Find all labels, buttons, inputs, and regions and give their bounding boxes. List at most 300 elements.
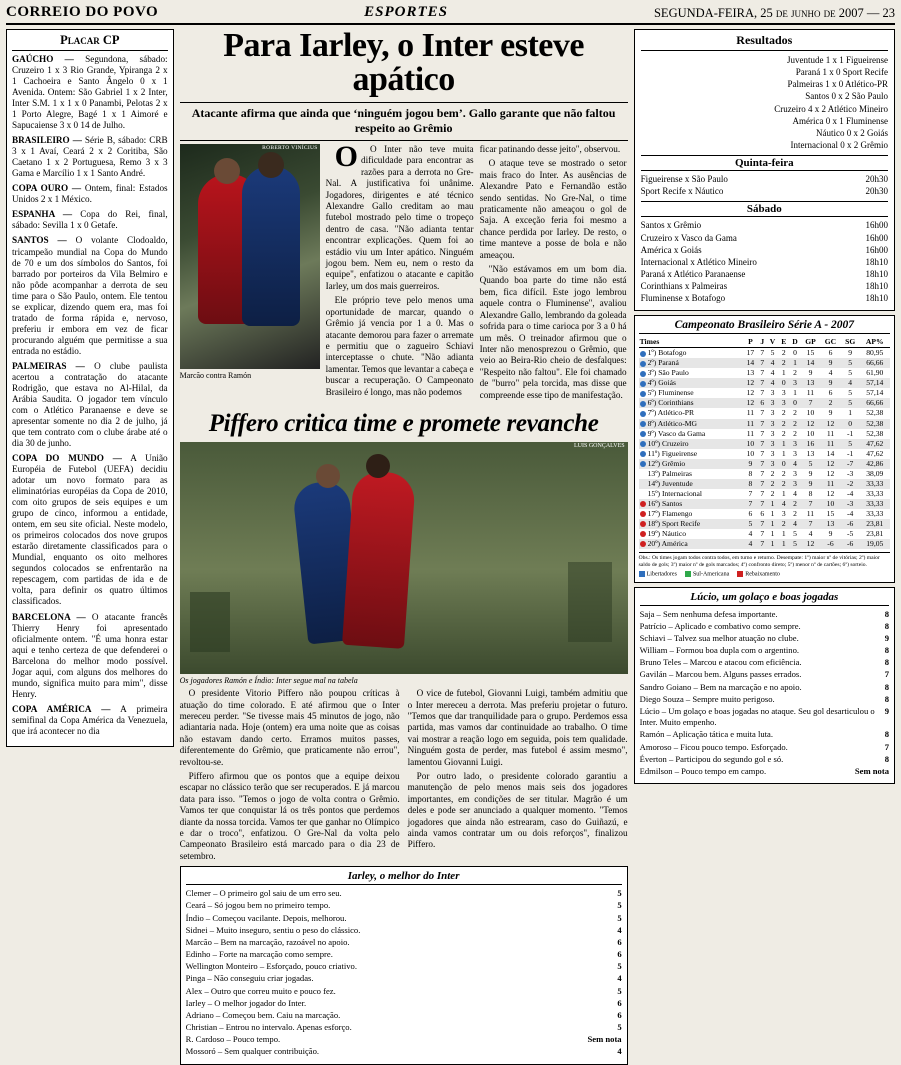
stat-cell: 1 (767, 499, 779, 509)
paragraph: "Não estávamos em um bom dia. Quando boa parte do time não está bem, fica difícil. Este jogo lembrou aquele contra o Fluminense", avaliou Alexandre Gallo, lembrando da goleada sofrida para o time carioca por 3 a 0 há um mês. O treinador afirmou que o Inter não menosprezou o Grêmio, que veio ao Beira-Rio cheio de desfalques: "Respeito não faltou". Ele foi chamado de "burro" pela torcida, mas disse que compreende esse tipo de manifestação. (479, 264, 627, 400)
stat-cell: 33,33 (866, 508, 884, 518)
stat-cell: 1 (778, 539, 789, 549)
result-line (641, 139, 888, 151)
main-photo-caption: Marcão contra Ramón (179, 371, 252, 380)
team-cell: 3º) São Paulo (639, 368, 743, 378)
status-dot-icon (640, 421, 646, 427)
paragraph-text: O Inter não teve muita dificuldade para encontrar as razões para a derrota no Gre-Nal. A justificativa foi unânime. Jogadores, dirigentes e até técnico Alexandre Gallo creditam ao mau futebol mostrado pelo time o tropeço dentro de casa. "Não adianta tentar encontrar explicações. Quem foi ao estádio viu um Inter apático. Ninguém jogou bem. Nem eu, nem o resto da equipe", enfatizou o atacante e capitão Iarley, um dos mais guerreiros. (325, 144, 474, 291)
stat-cell: 5 (841, 398, 860, 408)
dropcap: O (334, 140, 358, 173)
player-rating-text: Gavilán – Marcou bem. Alguns passes errados. (639, 669, 802, 680)
player-rating-row (186, 913, 622, 924)
player-rating-score: 6 (617, 1009, 622, 1020)
player-rating-text: Alex – Outro que correu muito e pouco fez. (185, 985, 336, 996)
player-rating-row (640, 694, 889, 705)
second-photo-credit: LUIS GONÇALVES (573, 442, 625, 449)
placar-box (6, 29, 174, 747)
stat-cell: 7 (801, 499, 820, 509)
stat-cell: 11 (820, 439, 841, 449)
table-row (639, 529, 890, 539)
stat-cell: 13 (746, 368, 755, 378)
stat-cell: 7 (758, 439, 767, 449)
player-rating-text: Ceará – Só jogou bem no primeiro tempo. (185, 900, 331, 911)
stat-cell: 3 (767, 398, 779, 408)
table-row (639, 398, 890, 408)
player-rating-row (186, 888, 622, 899)
placar-item-text: Série B, sábado: CRB 3 x 1 Avaí, Ceará 2 x 2 Coritiba, São Caetano 1 x 2 Portuguesa, Remo 3 x 3 Gama e Marcílio 1 x 1 Santo André. (12, 135, 168, 179)
placar-item-text: A União Européia de Futebol (UEFA) decidiu adotar um novo formato para as eliminatórias européias da Copa de 2010, com oito grupos de seis equipes e um grupo de cinco, informou a entidade, ontem, em seu site oficial. Neste modelo, os primeiros colocados dos nove grupos estarão diretamente classificados para o Mundial, enquanto os oito melhores segundos colocados se enfrentarão na repescagem, com partidas de ida e de volta, para definir os quatro últimos classificados. (12, 453, 168, 607)
second-story-body (180, 688, 628, 862)
stat-cell: 2 (767, 479, 779, 489)
player-rating-row (640, 729, 889, 740)
ratings-gremio-box (634, 587, 895, 784)
fixture-time: 16h00 (865, 232, 889, 243)
stat-cell: 8 (808, 488, 813, 498)
status-dot-icon (640, 391, 646, 397)
stat-cell: 7 (758, 539, 767, 549)
classification-box (634, 315, 895, 582)
player-rating-score: 4 (617, 973, 622, 984)
stat-cell: 7 (758, 358, 767, 368)
table-row (639, 499, 890, 509)
stat-cell: 5 (789, 539, 801, 549)
player-rating-row (186, 900, 622, 911)
player-rating-row (186, 949, 622, 960)
placar-item (12, 453, 168, 607)
stat-cell: 7 (801, 519, 820, 529)
player-rating-row (186, 925, 622, 936)
stat-cell: 2 (770, 488, 775, 498)
stat-cell: 2 (770, 468, 775, 478)
column-header: Times (639, 337, 743, 348)
stat-cell: 66,66 (860, 358, 890, 368)
stat-cell: 7 (758, 419, 767, 429)
stat-cell: 13 (820, 519, 841, 529)
placar-item-label: COPA AMÉRICA — (12, 703, 111, 714)
stat-cell: 0 (789, 398, 801, 408)
fixture-match: América x Goiás (640, 244, 702, 255)
stat-cell: 23,81 (866, 528, 884, 538)
team-cell: 2º) Paraná (639, 358, 743, 368)
stat-cell: 52,38 (866, 408, 884, 418)
fixture-line (641, 173, 888, 185)
legend-key: Rebaixamento (737, 571, 780, 577)
stat-cell: 4 (808, 528, 813, 538)
table-row (639, 539, 890, 549)
stat-cell: 7 (758, 519, 767, 529)
placar-item-text: Ontem, final: Estados Unidos 2 x 1 México. (12, 183, 168, 205)
player-rating-text: Diego Souza – Sempre muito perigoso. (639, 693, 775, 704)
stat-cell: 1 (848, 408, 853, 418)
fixture-match: Sport Recife x Náutico (640, 186, 724, 197)
status-dot-icon (640, 351, 646, 357)
stat-cell: 6 (758, 398, 767, 408)
fixture-match: Cruzeiro x Vasco da Gama (640, 232, 737, 243)
placar-item (12, 135, 168, 179)
table-row (639, 489, 890, 499)
stat-cell: 1 (770, 508, 775, 518)
stat-cell: 14 (801, 358, 820, 368)
table-row (639, 429, 890, 439)
dateline: SEGUNDA-FEIRA, 25 de junho de 2007 — 23 (653, 6, 895, 20)
player-rating-row (186, 973, 622, 984)
stat-cell: 1 (789, 358, 801, 368)
stat-cell: 12 (801, 419, 820, 429)
player-rating-text: William – Formou boa dupla com o argentino. (639, 645, 800, 656)
player-rating-score: 5 (617, 985, 622, 996)
ratings-inter-title: Iarley, o melhor do Inter (186, 870, 622, 885)
team-cell: 12º) Grêmio (639, 459, 743, 469)
column-header: GP (801, 337, 820, 348)
stat-cell: 11 (806, 508, 815, 518)
player-rating-row (640, 742, 889, 753)
legend-key: Libertadores (639, 571, 677, 577)
table-row (639, 368, 890, 378)
player-rating-text: Schiavi – Talvez sua melhor atuação no clube. (639, 632, 799, 643)
photo-credit: ROBERTO VINÍCIUS (262, 145, 318, 151)
table-row (639, 439, 890, 449)
table-row (639, 519, 890, 529)
stat-cell: -1 (847, 428, 854, 438)
column-header: E (778, 337, 789, 348)
resultados-box (634, 29, 895, 311)
team-cell: 20º) América (639, 539, 743, 549)
stat-cell: 5 (848, 368, 853, 378)
player-rating-score: 5 (617, 912, 622, 923)
player-rating-row (640, 621, 889, 632)
fixture-line (641, 256, 888, 268)
player-rating-row (186, 961, 622, 972)
sabado-head: Sábado (641, 201, 888, 217)
stat-cell: 3 (767, 459, 779, 469)
status-dot-icon (640, 481, 646, 487)
stat-cell: 12 (746, 388, 755, 398)
stat-cell: 3 (793, 468, 797, 478)
stat-cell: 80,95 (866, 348, 884, 358)
stat-cell: 3 (778, 398, 789, 408)
stat-cell: 17 (746, 348, 755, 358)
player-rating-score: 7 (884, 741, 890, 752)
player-rating-row (640, 706, 889, 728)
player-rating-score: Sem nota (587, 1034, 622, 1045)
fixture-line (641, 185, 888, 197)
player-rating-score: 4 (617, 1046, 622, 1057)
stat-cell: 2 (793, 408, 797, 418)
status-dot-icon (640, 541, 646, 547)
stat-cell: 7 (760, 488, 765, 498)
player-rating-score: 5 (617, 888, 622, 899)
fixture-time: 16h00 (865, 220, 889, 231)
player-rating-row (186, 998, 622, 1009)
stat-cell: 6 (828, 348, 833, 358)
stat-cell: 9 (808, 468, 813, 478)
placar-item (12, 361, 168, 449)
fixture-match: Internacional x Atlético Mineiro (640, 256, 757, 267)
stat-cell: 7 (760, 348, 765, 358)
placar-item-text: A primeira semifinal da Copa América da Venezuela, que irá acontecer no dia (12, 703, 168, 736)
player-rating-text: Edmilson – Pouco tempo em campo. (639, 765, 767, 776)
stat-cell: 10 (806, 408, 815, 418)
stat-cell: 4 (748, 528, 753, 538)
fixture-line (641, 219, 888, 231)
stat-cell: 7 (760, 368, 765, 378)
fixture-time: 18h10 (865, 256, 889, 267)
player-rating-score: 6 (617, 949, 622, 960)
paragraph: ficar patinando desse jeito", observou. (479, 144, 621, 154)
stat-cell: 7 (758, 378, 767, 388)
table-row (639, 348, 890, 359)
classification-legend-keys (639, 571, 890, 577)
stat-cell: 11 (806, 388, 815, 398)
stat-cell: 2 (781, 408, 786, 418)
player-rating-text: Edinho – Forte na marcação como sempre. (185, 949, 333, 960)
column-header: D (789, 337, 801, 348)
masthead (6, 4, 895, 25)
stat-cell: 2 (781, 348, 786, 358)
stat-cell: 6 (828, 388, 833, 398)
stat-cell: 7 (760, 428, 765, 438)
player-rating-text: Índio – Começou vacilante. Depois, melhorou. (185, 912, 347, 923)
stat-cell: 9 (743, 459, 758, 469)
player-rating-text: Adriano – Começou bem. Caiu na marcação. (185, 1009, 341, 1020)
player-rating-score: 8 (884, 693, 890, 704)
placar-item-text: Segundona, sábado: Cruzeiro 1 x 3 Rio Grande, Ypiranga 2 x 1 Cachoeira e Santo Ângelo 0 x 1 Avenida. Ontem: São Gabriel 1 x 2 Inter, Inter S.M. 1 x 1 x 0 Panambi, Pelotas 2 x 1 Porto Alegre, Bagé 1 x 1 Aimoré e Sapucaiense 3 x 0 14 de Julho. (12, 54, 168, 131)
fixture-line (641, 268, 888, 280)
result-line (641, 127, 888, 139)
result-text: Cruzeiro 4 x 2 Atlético Mineiro (774, 103, 889, 114)
stat-cell: 10 (806, 428, 815, 438)
stat-cell: 5 (841, 439, 860, 449)
fixture-match: Figueirense x São Paulo (640, 174, 728, 185)
player-rating-text: Iarley – O melhor jogador do Inter. (185, 997, 307, 1008)
stat-cell: 2 (781, 428, 786, 438)
stat-cell: 7 (760, 388, 765, 398)
resultados-title: Resultados (641, 33, 888, 51)
stat-cell: 33,33 (860, 499, 890, 509)
status-dot-icon (640, 491, 646, 497)
classification-table (639, 337, 890, 548)
stat-cell: 1 (781, 528, 786, 538)
stat-cell: 4 (767, 358, 779, 368)
paragraph: Ele próprio teve pelo menos uma oportunidade de marcar, quando o Grêmio já vencia por 1 a 0. Mas o atacante demorou para fazer o arremate e permitiu que o zagueiro Schiavi interceptasse o chute. "Não adianta lamentar. Temos que levantar a cabeça e buscar a recuperação. O Campeonato Brasileiro é longo, mas não podemos (325, 295, 474, 397)
main-subhead: Atacante afirma que ainda que ‘ninguém jogou bem’. Gallo garante que não faltou respeito ao Grêmio (191, 106, 616, 135)
player-rating-row (186, 1010, 622, 1021)
placar-item (12, 183, 168, 205)
player-rating-score: 5 (617, 900, 622, 911)
column-header: AP% (860, 337, 890, 348)
result-line (641, 115, 888, 127)
result-text: Internacional 0 x 2 Grêmio (790, 139, 889, 150)
stat-cell: 16 (801, 439, 820, 449)
table-row (639, 479, 890, 489)
player-rating-row (640, 657, 889, 668)
stat-cell: -3 (841, 499, 860, 509)
player-rating-score: 8 (884, 657, 890, 668)
second-photo-caption: Os jogadores Ramón e Índio: Inter segue mal na tabela (179, 675, 358, 685)
status-dot-icon (640, 411, 646, 417)
stat-cell: 14 (826, 448, 835, 458)
player-rating-row (640, 609, 889, 620)
fixture-match: Santos x Grêmio (640, 220, 702, 231)
stat-cell: 3 (781, 508, 786, 518)
middle-column (179, 27, 628, 1057)
classification-title: Campeonato Brasileiro Série A - 2007 (639, 319, 890, 334)
stat-cell: 4 (743, 539, 758, 549)
stat-cell: 5 (793, 528, 797, 538)
stat-cell: -7 (841, 459, 860, 469)
stat-cell: 3 (767, 419, 779, 429)
player-rating-text: Lúcio – Um golaço e boas jogadas no ataque. Seu gol desarticulou o Inter. Muito empenho. (639, 705, 875, 728)
stat-cell: 6 (748, 508, 753, 518)
stat-cell: 0 (778, 459, 789, 469)
team-cell: 5º) Fluminense (639, 388, 743, 398)
result-line (641, 54, 888, 66)
stat-cell: 4 (789, 459, 801, 469)
paragraph: Piffero afirmou que os pontos que a equipe deixou escapar no clássico terão que ser recuperados. E já marcou data para isso. "Temos o jogo de volta contra o Grêmio. Vamos ter que conquistar lá os três pontos que perdemos diante da nossa torcida. Vamos ter que ganhar no Olímpico e dar o troco", enfatizou. O Gre-Nal da volta pelo Campeonato Brasileiro está marcado para o dia 23 de setembro. (179, 770, 400, 861)
stat-cell: 12 (743, 378, 758, 388)
player-rating-text: Clemer – O primeiro gol saiu de um erro seu. (185, 888, 342, 899)
stat-cell: 3 (793, 448, 797, 458)
stat-cell: 12 (801, 539, 820, 549)
stat-cell: 7 (760, 448, 765, 458)
player-rating-row (640, 669, 889, 680)
player-rating-row (640, 766, 889, 777)
stat-cell: -6 (820, 539, 841, 549)
stat-cell: 11 (746, 408, 755, 418)
stat-cell: 2 (793, 368, 797, 378)
stat-cell: 52,38 (860, 419, 890, 429)
paragraph (325, 140, 474, 292)
player-rating-row (186, 937, 622, 948)
fixture-line (641, 232, 888, 244)
placar-item (12, 209, 168, 231)
column-header: GC (820, 337, 841, 348)
placar-item-text: O clube paulista acertou a contratação do atacante Rodrigão, que estava no Al-Hilal, da Arábia Saudita. O jogador tem vínculo com o Atlético Paranaense e deve se apresentar somente no dia 2 de julho, já que tem contrato com o clube árabe até o dia 30 de junho. (12, 360, 168, 449)
page-columns (6, 27, 895, 1057)
stat-cell: 1 (781, 448, 786, 458)
stat-cell: 10 (820, 499, 841, 509)
player-rating-text: Christian – Entrou no intervalo. Apenas esforço. (185, 1022, 352, 1033)
stat-cell: 4 (841, 378, 860, 388)
stat-cell: 15 (826, 508, 835, 518)
stat-cell: 1 (767, 519, 779, 529)
player-rating-text: Patrício – Aplicado e combativo como sempre. (639, 620, 801, 631)
player-rating-score: 6 (617, 997, 622, 1008)
stat-cell: 9 (828, 408, 833, 418)
placar-item-label: COPA OURO — (12, 183, 82, 194)
stat-cell: -1 (847, 448, 854, 458)
right-column (634, 29, 895, 865)
team-cell: 17º) Flamengo (639, 509, 743, 519)
stat-cell: 9 (801, 479, 820, 489)
stat-cell: 23,81 (860, 519, 890, 529)
result-line (641, 66, 888, 78)
stat-cell: 7 (758, 499, 767, 509)
player-rating-score: 9 (884, 632, 890, 643)
stat-cell: 3 (789, 378, 801, 388)
stat-cell: 61,90 (866, 368, 884, 378)
stat-cell: 42,86 (860, 459, 890, 469)
player-rating-text: Sandro Goiano – Bem na marcação e no apoio. (639, 681, 802, 692)
stat-cell: 47,62 (860, 439, 890, 449)
column-header: J (758, 337, 767, 348)
fixture-match: Fluminense x Botafogo (640, 293, 726, 304)
team-cell: 8º) Atlético-MG (639, 419, 743, 429)
placar-item (12, 612, 168, 700)
player-rating-score: 6 (617, 936, 622, 947)
player-rating-score: 8 (884, 608, 890, 619)
stat-cell: 15 (806, 348, 815, 358)
stat-cell: 4 (767, 378, 779, 388)
player-rating-score: 4 (617, 924, 622, 935)
stat-cell: 19,05 (860, 539, 890, 549)
result-line (641, 103, 888, 115)
stat-cell: -6 (841, 539, 860, 549)
ratings-gremio-title: Lúcio, um golaço e boas jogadas (640, 591, 889, 606)
legend-swatch-icon (737, 571, 743, 577)
stat-cell: 4 (789, 519, 801, 529)
quinta-head: Quinta-feira (641, 155, 888, 171)
stat-cell: -4 (847, 488, 854, 498)
stat-cell: 5 (743, 519, 758, 529)
stat-cell: 57,14 (866, 388, 884, 398)
placar-item-label: BARCELONA — (12, 611, 86, 622)
status-dot-icon (640, 471, 646, 477)
stat-cell: 0 (778, 378, 789, 388)
stat-cell: -4 (847, 508, 854, 518)
ratings-inter-box (180, 866, 628, 1064)
status-dot-icon (640, 521, 646, 527)
placar-item-label: GAÚCHO — (12, 54, 74, 64)
player-rating-row (640, 645, 889, 656)
fixture-line (641, 244, 888, 256)
result-line (641, 90, 888, 102)
stat-cell: 13 (801, 378, 820, 388)
stat-cell: 1 (767, 539, 779, 549)
stat-cell: 33,33 (866, 488, 884, 498)
fixture-time: 18h10 (865, 268, 889, 279)
stat-cell: 3 (767, 439, 779, 449)
stat-cell: 12 (820, 419, 841, 429)
player-rating-score: 8 (884, 729, 890, 740)
table-row (639, 388, 890, 398)
player-rating-row (640, 682, 889, 693)
stat-cell: 10 (746, 448, 755, 458)
stat-cell: 7 (801, 398, 820, 408)
stat-cell: 11 (820, 479, 841, 489)
stat-cell: -5 (847, 528, 854, 538)
stat-cell: 57,14 (860, 378, 890, 388)
team-cell: 9º) Vasco da Gama (639, 429, 743, 439)
stat-cell: -3 (847, 468, 854, 478)
status-dot-icon (640, 501, 646, 507)
stat-cell: 9 (848, 348, 853, 358)
classification-legend: Obs.: Os times jogam todos contra todos, em turno e returno. Desempate: 1º) maior nº de vitórias; 2º) maior saldo de gols; 3º) maior nº de gols marcados; 4º) confronto direto; 5º) menor nº de cartões; 6º) sorteio. (639, 552, 890, 570)
left-column (6, 29, 174, 865)
fixture-time: 20h30 (865, 186, 889, 197)
stat-cell: 1 (793, 388, 797, 398)
paper-name: CORREIO DO POVO (6, 4, 159, 20)
placar-item (12, 704, 168, 737)
stat-cell: 12 (743, 398, 758, 408)
stat-cell: 11 (826, 428, 835, 438)
player-rating-text: Sidnei – Muito inseguro, sentiu o peso do clássico. (185, 924, 361, 935)
player-rating-text: R. Cardoso – Pouco tempo. (185, 1034, 281, 1045)
player-rating-row (186, 1046, 622, 1057)
stat-cell: 2 (789, 419, 801, 429)
team-cell: 1º) Botafogo (639, 348, 743, 359)
team-cell: 7º) Atlético-PR (639, 408, 743, 418)
